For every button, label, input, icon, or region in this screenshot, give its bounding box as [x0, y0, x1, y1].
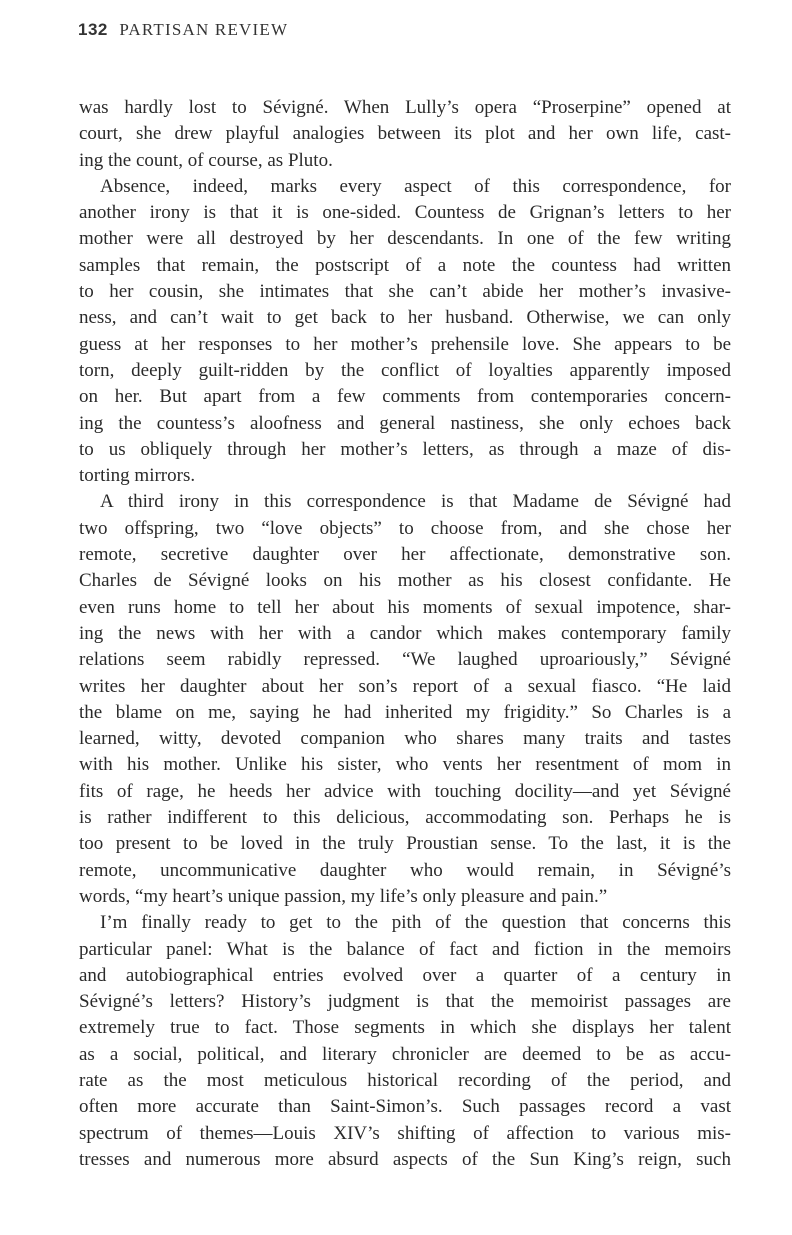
- text-line: Charles de Sévigné looks on his mother as his closest confidante. He: [79, 570, 731, 592]
- text-line: tresses and numerous more absurd aspects of the Sun King’s reign, such: [79, 1148, 731, 1170]
- text-line: to her cousin, she intimates that she can’t abide her mother’s invasive-: [79, 281, 731, 303]
- text-line: often more accurate than Saint-Simon’s. Such passages record a vast: [79, 1096, 731, 1118]
- text-line: was hardly lost to Sévigné. When Lully’s opera “Proserpine” opened at: [79, 97, 731, 118]
- text-line: mother were all destroyed by her descendants. In one of the few writing: [79, 228, 731, 250]
- text-line: particular panel: What is the balance of fact and fiction in the memoirs: [79, 938, 731, 960]
- text-line: two offspring, two “love objects” to choose from, and she chose her: [79, 517, 731, 539]
- text-line: and autobiographical entries evolved over a quarter of a century in: [79, 964, 731, 986]
- text-line: remote, secretive daughter over her affectionate, demonstrative son.: [79, 544, 731, 566]
- text-line: too present to be loved in the truly Proustian sense. To the last, it is the: [79, 833, 731, 855]
- page-number: 132: [78, 20, 108, 39]
- text-line: relations seem rabidly repressed. “We laughed uproariously,” Sévigné: [79, 649, 731, 671]
- text-line: on her. But apart from a few comments from contemporaries concern-: [79, 386, 731, 408]
- text-line: ing the count, of course, as Pluto.: [79, 149, 333, 171]
- text-line: writes her daughter about her son’s report of a sexual fiasco. “He laid: [79, 675, 731, 697]
- text-line: ness, and can’t wait to get back to her husband. Otherwise, we can only: [79, 307, 731, 329]
- text-line: guess at her responses to her mother’s prehensile love. She appears to be: [79, 333, 731, 355]
- text-line: spectrum of themes—Louis XIV’s shifting of affection to various mis-: [79, 1122, 731, 1144]
- text-line: is rather indifferent to this delicious, accommodating son. Perhaps he is: [79, 807, 731, 829]
- text-line: ing the news with her with a candor which makes contemporary family: [79, 622, 731, 644]
- text-line: Absence, indeed, marks every aspect of this correspondence, for: [100, 175, 731, 197]
- text-line: words, “my heart’s unique passion, my life’s only pleasure and pain.”: [79, 885, 608, 907]
- text-line: torting mirrors.: [79, 465, 196, 487]
- text-line: the blame on me, saying he had inherited my frigidity.” So Charles is a: [79, 701, 731, 723]
- body-text: [79, 95, 731, 1173]
- text-line: learned, witty, devoted companion who shares many traits and tastes: [79, 728, 731, 750]
- text-line: ing the countess’s aloofness and general nastiness, she only echoes back: [79, 412, 731, 434]
- text-line: I’m finally ready to get to the pith of the question that concerns this: [100, 912, 731, 934]
- text-line: torn, deeply guilt-ridden by the conflict of loyalties apparently imposed: [79, 359, 731, 381]
- text-line: with his mother. Unlike his sister, who vents her resentment of mom in: [79, 754, 731, 776]
- text-line: remote, uncommunicative daughter who would remain, in Sévigné’s: [79, 859, 731, 881]
- text-line: court, she drew playful analogies between its plot and her own life, cast-: [79, 123, 731, 145]
- text-line: extremely true to fact. Those segments in which she displays her talent: [79, 1017, 731, 1039]
- text-line: Sévigné’s letters? History’s judgment is that the memoirist passages are: [79, 991, 731, 1013]
- text-line: rate as the most meticulous historical recording of the period, and: [79, 1069, 731, 1091]
- journal-title: PARTISAN REVIEW: [119, 20, 289, 39]
- text-line: to us obliquely through her mother’s letters, as through a maze of dis-: [79, 438, 731, 460]
- text-line: as a social, political, and literary chronicler are deemed to be as accu-: [79, 1043, 731, 1065]
- text-line: A third irony in this correspondence is that Madame de Sévigné had: [100, 491, 731, 513]
- running-head: [78, 20, 288, 40]
- text-line: another irony is that it is one-sided. Countess de Grignan’s letters to her: [79, 202, 731, 224]
- text-line: samples that remain, the postscript of a note the countess had written: [79, 254, 731, 276]
- text-line: fits of rage, he heeds her advice with touching docility—and yet Sévigné: [79, 780, 731, 802]
- text-line: even runs home to tell her about his moments of sexual impotence, shar-: [79, 596, 731, 618]
